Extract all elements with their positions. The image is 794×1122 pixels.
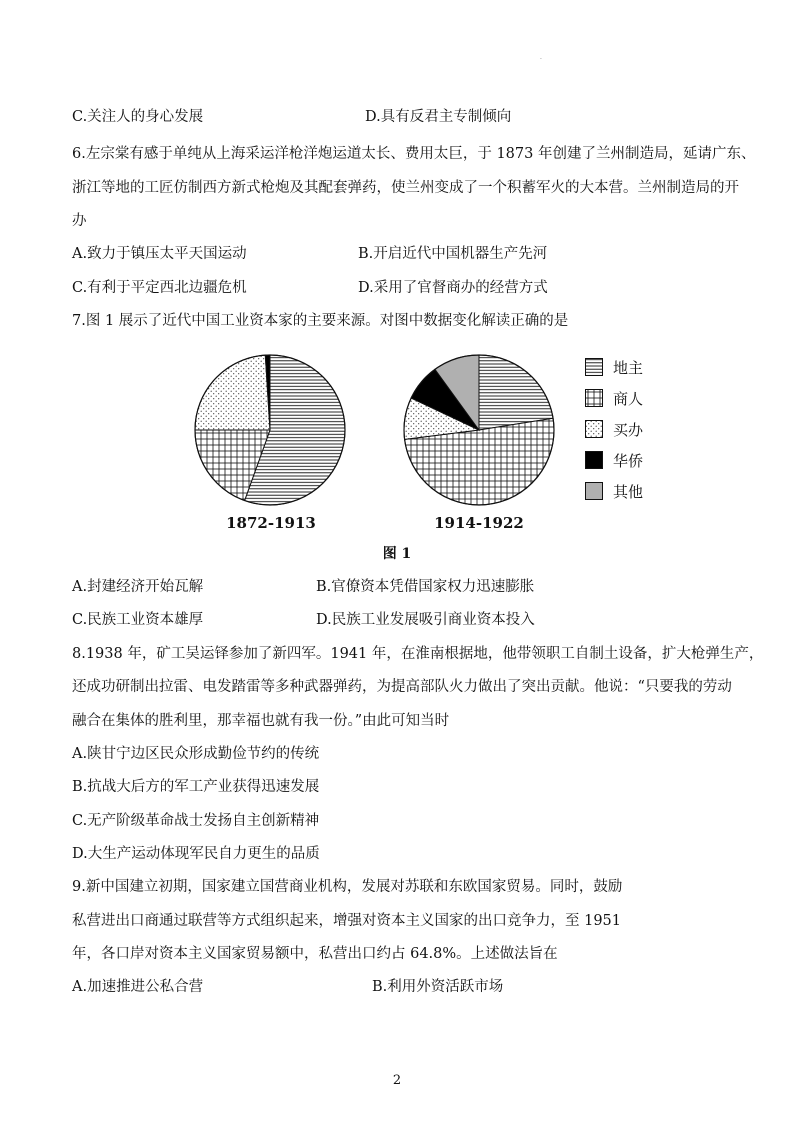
legend-label: 地主 <box>613 358 644 377</box>
q9-stem-line-3: 年，各口岸对资本主义国家贸易额中，私营出口约占 64.8%。上述做法旨在 <box>72 946 558 962</box>
q8-option-d[interactable]: D.大生产运动体现军民自力更生的品质 <box>72 846 320 862</box>
q9-stem-line-1: 9.新中国建立初期，国家建立国营商业机构，发展对苏联和东欧国家贸易。同时，鼓励 <box>72 879 623 895</box>
figure-label: 图 1 <box>382 546 412 562</box>
q7-stem: 7.图 1 展示了近代中国工业资本家的主要来源。对图中数据变化解读正确的是 <box>72 313 569 329</box>
q6-stem-line-2: 浙江等地的工匠仿制西方新式枪炮及其配套弹药，使兰州变成了一个积蓄军火的大本营。兰州制造局的开 <box>72 180 739 196</box>
legend-swatch-gray <box>585 482 603 500</box>
pie-2-slice-1 <box>479 355 553 430</box>
q8-option-c[interactable]: C.无产阶级革命战士发扬自主创新精神 <box>72 813 320 829</box>
pie-1-slice-3 <box>195 355 270 430</box>
q9-option-a[interactable]: A.加速推进公私合营 <box>72 979 204 995</box>
chart-1-title: 1872-1913 <box>226 514 316 532</box>
pie-charts <box>0 340 794 540</box>
q7-option-a[interactable]: A.封建经济开始瓦解 <box>72 579 204 595</box>
legend-item-overseas-chinese <box>585 449 643 471</box>
legend-swatch-dots <box>585 420 603 438</box>
q8-option-a[interactable]: A.陕甘宁边区民众形成勤俭节约的传统 <box>72 746 320 762</box>
q5-option-d[interactable]: D.具有反君主专制倾向 <box>365 109 512 125</box>
q8-stem-line-1: 8.1938 年，矿工吴运铎参加了新四军。1941 年，在淮南根据地，他带领职工自制土设备，扩大枪弹生产， <box>72 646 764 662</box>
legend-swatch-grid <box>585 389 603 407</box>
page-number: 2 <box>392 1073 402 1088</box>
legend-swatch-hlines <box>585 358 603 376</box>
q7-option-c[interactable]: C.民族工业资本雄厚 <box>72 612 204 628</box>
q6-option-b[interactable]: B.开启近代中国机器生产先河 <box>358 246 548 262</box>
q7-option-b[interactable]: B.官僚资本凭借国家权力迅速膨胀 <box>316 579 535 595</box>
legend-item-other <box>585 480 643 502</box>
q8-stem-line-3: 融合在集体的胜利里，那幸福也就有我一份。”由此可知当时 <box>72 713 450 729</box>
q8-stem-line-2: 还成功研制出拉雷、电发踏雷等多种武器弹药，为提高部队火力做出了突出贡献。他说：“只要我的劳动 <box>72 679 732 695</box>
legend-label: 商人 <box>613 389 644 408</box>
legend-label: 其他 <box>613 482 644 501</box>
legend-item-merchant <box>585 387 643 409</box>
scan-mark: · <box>540 56 542 63</box>
q8-option-b[interactable]: B.抗战大后方的军工产业获得迅速发展 <box>72 779 320 795</box>
q5-option-c[interactable]: C.关注人的身心发展 <box>72 109 204 125</box>
chart-2-title: 1914-1922 <box>434 514 524 532</box>
legend-item-landlord <box>585 356 643 378</box>
q7-option-d[interactable]: D.民族工业发展吸引商业资本投入 <box>316 612 535 628</box>
legend-item-comprador <box>585 418 643 440</box>
q9-option-b[interactable]: B.利用外资活跃市场 <box>372 979 504 995</box>
legend-label: 买办 <box>613 420 644 439</box>
legend-label: 华侨 <box>613 451 644 470</box>
q6-stem-line-3: 办 <box>72 213 87 229</box>
q6-option-d[interactable]: D.采用了官督商办的经营方式 <box>358 280 548 296</box>
q6-option-a[interactable]: A.致力于镇压太平天国运动 <box>72 246 247 262</box>
q6-stem-line-1: 6.左宗棠有感于单纯从上海采运洋枪洋炮运道太长、费用太巨，于 1873 年创建了兰州制造局，延请广东、 <box>72 146 756 162</box>
q9-stem-line-2: 私营进出口商通过联营等方式组织起来，增强对资本主义国家的出口竞争力，至 1951 <box>72 913 622 929</box>
q6-option-c[interactable]: C.有利于平定西北边疆危机 <box>72 280 247 296</box>
legend-swatch-black <box>585 451 603 469</box>
